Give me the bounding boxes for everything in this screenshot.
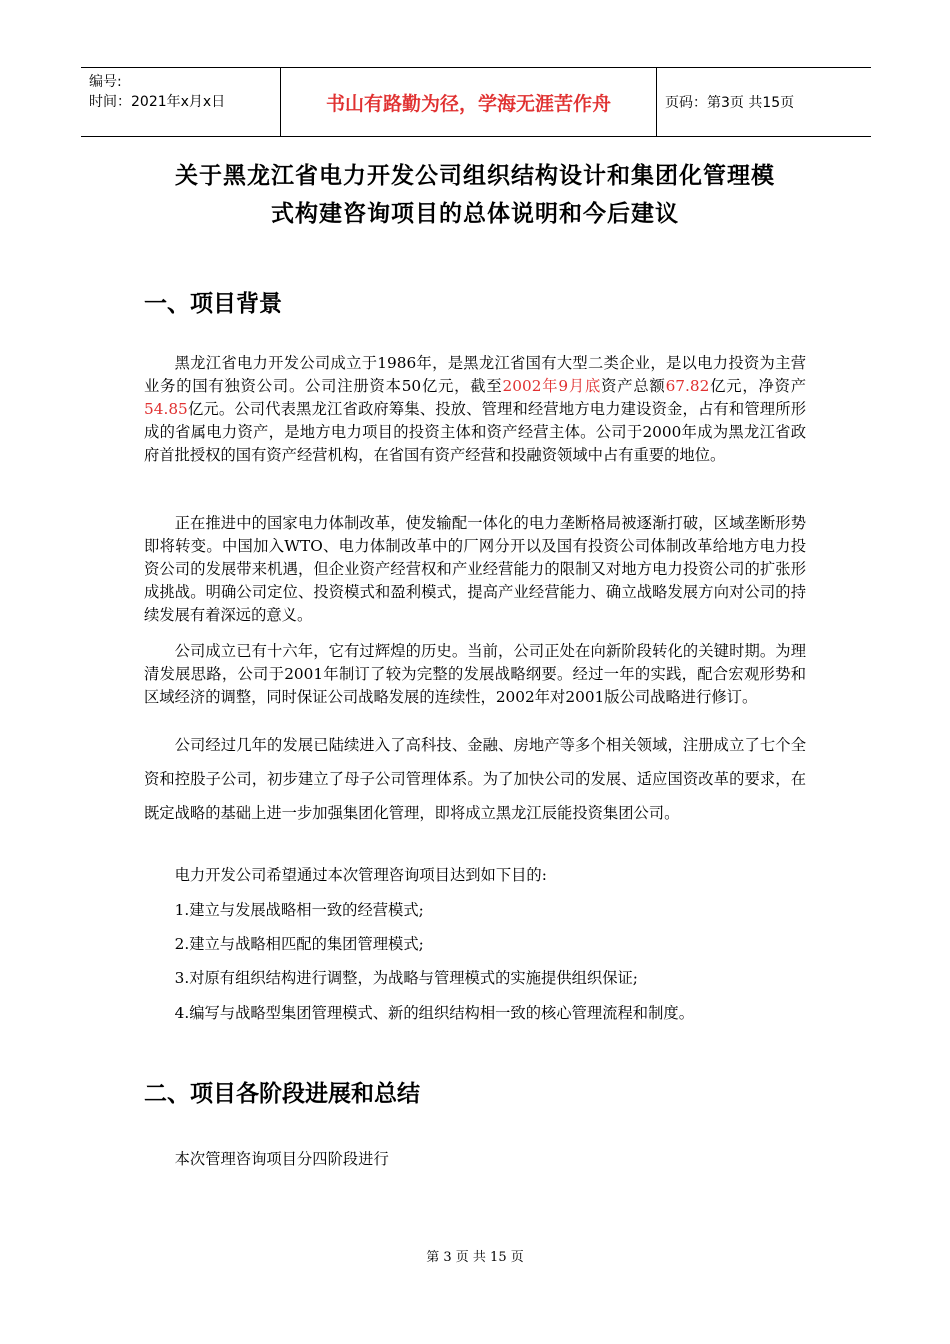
header-meta-cell — [81, 68, 281, 136]
overview-text-e: 亿元，净资产 — [709, 377, 806, 395]
overview-text-c: 资产总额 — [601, 377, 666, 395]
page-footer: 第 3 页 共 15 页 — [426, 1250, 524, 1265]
paragraph-company-overview — [144, 352, 806, 467]
overview-date-highlight: 2002年9月底 — [502, 377, 602, 395]
header-page-label: 页码：第3页 共15页 — [665, 95, 795, 111]
document-title-line-1: 关于黑龙江省电力开发公司组织结构设计和集团化管理模 — [175, 162, 775, 189]
goal-item-2: 2.建立与战略相匹配的集团管理模式; — [174, 935, 424, 953]
header-time-label: 时间：2021年x月x日 — [89, 94, 226, 110]
document-title — [100, 157, 850, 233]
page-header — [81, 67, 871, 137]
paragraph-reform-context: 正在推进中的国家电力体制改革，使发输配一体化的电力垄断格局被逐渐打破，区域垄断形势即将转变。中国加入WTO、电力体制改革中的厂网分开以及国有投资公司体制改革给地方电力投资公司的发展带来机遇，但企业资产经营权和产业经营能力的限制又对地方电力投资公司的扩张形成挑战。明确公司定位、投资模式和盈利模式，提高产业经营能力、确立战略发展方向对公司的持续发展有着深远的意义。 — [144, 514, 806, 624]
header-number-label: 编号: — [89, 74, 122, 90]
overview-total-assets: 67.82 — [665, 377, 710, 395]
overview-text-g: 亿元。公司代表黑龙江省政府筹集、投放、管理和经营地方电力建设资金，占有和管理所形成的省属电力资产，是地方电力项目的投资主体和资产经营主体。公司于2000年成为黑龙江省政府首批授权的国有资产经营机构，在省国有资产经营和投融资领域中占有重要的地位。 — [144, 400, 806, 464]
header-motto: 书山有路勤为径，学海无涯苦作舟 — [281, 68, 657, 136]
paragraph-project-goals-intro: 电力开发公司希望通过本次管理咨询项目达到如下目的: — [174, 866, 547, 884]
goal-item-4: 4.编写与战略型集团管理模式、新的组织结构相一致的核心管理流程和制度。 — [174, 1004, 694, 1022]
paragraph-phases-intro: 本次管理咨询项目分四阶段进行 — [174, 1150, 389, 1168]
section-heading-background: 一、项目背景 — [144, 291, 282, 317]
paragraph-group-development: 公司经过几年的发展已陆续进入了高科技、金融、房地产等多个相关领域，注册成立了七个全资和控股子公司，初步建立了母子公司管理体系。为了加快公司的发展、适应国资改革的要求，在既定战略的基础上进一步加强集团化管理，即将成立黑龙江辰能投资集团公司。 — [144, 736, 806, 822]
paragraph-strategy-history: 公司成立已有十六年，它有过辉煌的历史。当前，公司正处在向新阶段转化的关键时期。为理清发展思路，公司于2001年制订了较为完整的发展战略纲要。经过一年的实践，配合宏观形势和区域经济的调整，同时保证公司战略发展的连续性，2002年对2001版公司战略进行修订。 — [144, 642, 806, 706]
document-title-line-2: 式构建咨询项目的总体说明和今后建议 — [271, 200, 679, 227]
goal-item-3: 3.对原有组织结构进行调整，为战略与管理模式的实施提供组织保证; — [174, 969, 638, 987]
overview-net-assets: 54.85 — [144, 400, 188, 418]
overview-text-a: 黑龙江省电力开发公司成立于1986年，是黑龙江省国有大型二类企业，是以电力投资为主营业务的国有独资公司。公司注册资本50亿元，截至 — [144, 354, 806, 395]
section-heading-progress: 二、项目各阶段进展和总结 — [144, 1081, 420, 1107]
goal-item-1: 1.建立与发展战略相一致的经营模式; — [174, 901, 424, 919]
